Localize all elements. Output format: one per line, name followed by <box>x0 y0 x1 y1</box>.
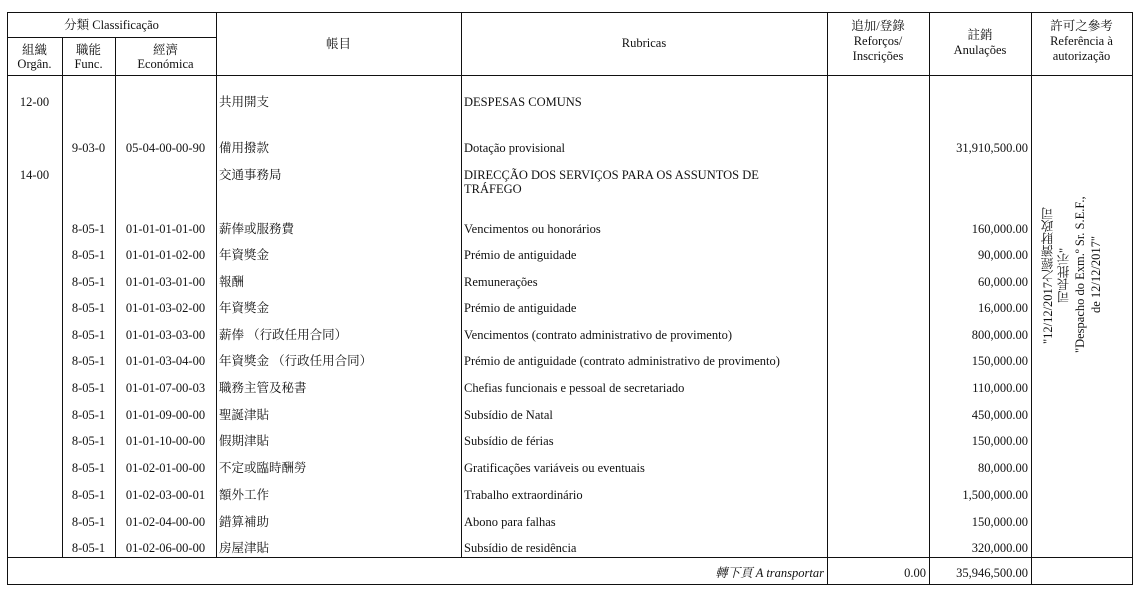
cell-anulacoes: 800,000.00 <box>971 328 1028 342</box>
cell-anulacoes: 1,500,000.00 <box>962 488 1028 502</box>
table-right-border <box>1132 12 1133 585</box>
header-classificacao: 分類 Classificação <box>64 18 159 32</box>
cell-economica: 01-02-06-00-00 <box>125 541 206 555</box>
table-bottom-border <box>7 584 1133 585</box>
header-anulacoes: 註銷 Anulações <box>953 28 1007 57</box>
authorization-note-line2: 司長批示" <box>1057 247 1071 303</box>
cell-rubrica-pt: Dotação provisional <box>464 141 566 155</box>
cell-rubrica-pt: Vencimentos (contrato administrativo de provimento) <box>464 328 732 342</box>
cell-rubrica-zh: 假期津貼 <box>219 434 270 448</box>
footer-anulacoes-total: 35,946,500.00 <box>956 566 1028 580</box>
cell-economica: 01-01-03-01-00 <box>125 275 206 289</box>
col-line-zh <box>461 12 462 557</box>
col-line-anul <box>1031 12 1032 585</box>
cell-funcional: 8-05-1 <box>71 301 106 315</box>
cell-anulacoes: 320,000.00 <box>971 541 1028 555</box>
col-line-func <box>115 37 116 557</box>
cell-funcional: 8-05-1 <box>71 354 106 368</box>
header-organica: 組織 Orgân. <box>17 43 52 71</box>
cell-funcional: 8-05-1 <box>71 275 106 289</box>
cell-rubrica-zh: 不定或臨時酬勞 <box>219 461 307 475</box>
header-bottom-line <box>7 75 1133 76</box>
cell-anulacoes: 150,000.00 <box>971 515 1028 529</box>
cell-anulacoes: 31,910,500.00 <box>956 141 1028 155</box>
cell-anulacoes: 80,000.00 <box>978 461 1028 475</box>
cell-funcional: 8-05-1 <box>71 328 106 342</box>
cell-rubrica-pt: Trabalho extraordinário <box>464 488 583 502</box>
cell-anulacoes: 150,000.00 <box>971 434 1028 448</box>
cell-rubrica-zh: 年資獎金 <box>219 301 270 315</box>
cell-rubrica-zh: 額外工作 <box>219 488 270 502</box>
cell-rubrica-pt: Subsídio de Natal <box>464 408 553 422</box>
cell-rubrica-zh: 年資獎金 <box>219 248 270 262</box>
cell-funcional: 8-05-1 <box>71 488 106 502</box>
table-top-border <box>7 12 1133 13</box>
cell-funcional: 8-05-1 <box>71 515 106 529</box>
cell-funcional: 8-05-1 <box>71 381 106 395</box>
col-line-org <box>62 37 63 557</box>
cell-funcional: 8-05-1 <box>71 408 106 422</box>
cell-economica: 01-01-09-00-00 <box>125 408 206 422</box>
authorization-note-line4: de 12/12/2017" <box>1089 236 1103 314</box>
cell-rubrica-pt: Chefias funcionais e pessoal de secretariado <box>464 381 685 395</box>
cell-economica: 01-01-03-04-00 <box>125 354 206 368</box>
cell-rubrica-zh: 房屋津貼 <box>219 541 270 555</box>
cell-anulacoes: 110,000.00 <box>972 381 1028 395</box>
cell-economica: 01-02-03-00-01 <box>125 488 206 502</box>
col-line-eco <box>216 12 217 557</box>
cell-organica: 12-00 <box>19 95 50 109</box>
cell-rubrica-pt: Remunerações <box>464 275 538 289</box>
cell-rubrica-zh: 交通事務局 <box>219 168 282 182</box>
cell-anulacoes: 16,000.00 <box>978 301 1028 315</box>
authorization-note-line3: "Despacho do Exm.º Sr. S.E.F., <box>1073 196 1087 354</box>
cell-funcional: 8-05-1 <box>71 541 106 555</box>
cell-rubrica-pt: Vencimentos ou honorários <box>464 222 601 236</box>
cell-funcional: 8-05-1 <box>71 222 106 236</box>
cell-economica: 01-02-01-00-00 <box>125 461 206 475</box>
cell-rubrica-pt: Subsídio de férias <box>464 434 554 448</box>
cell-economica: 01-01-07-00-03 <box>125 381 206 395</box>
cell-funcional: 9-03-0 <box>71 141 106 155</box>
cell-economica: 05-04-00-00-90 <box>125 141 206 155</box>
cell-rubrica-zh: 備用撥款 <box>219 141 270 155</box>
cell-rubrica-pt: Subsídio de residência <box>464 541 577 555</box>
authorization-note-line1: "12/12/2017之經濟財政司 <box>1041 206 1055 344</box>
cell-funcional: 8-05-1 <box>71 461 106 475</box>
cell-rubrica-pt: DIRECÇÃO DOS SERVIÇOS PARA OS ASSUNTOS DE TRÁFEGO <box>464 168 759 196</box>
cell-organica: 14-00 <box>19 168 50 182</box>
cell-anulacoes: 90,000.00 <box>978 248 1028 262</box>
cell-economica: 01-02-04-00-00 <box>125 515 206 529</box>
cell-economica: 01-01-10-00-00 <box>125 434 206 448</box>
cell-economica: 01-01-01-01-00 <box>125 222 206 236</box>
cell-economica: 01-01-03-02-00 <box>125 301 206 315</box>
cell-funcional: 8-05-1 <box>71 248 106 262</box>
header-rubricas: Rubricas <box>621 36 667 50</box>
cell-economica: 01-01-03-03-00 <box>125 328 206 342</box>
cell-rubrica-pt: Prémio de antiguidade <box>464 248 577 262</box>
header-rubrica-zh: 帳目 <box>325 37 351 51</box>
header-funcional: 職能 Func. <box>74 43 103 71</box>
cell-anulacoes: 450,000.00 <box>971 408 1028 422</box>
cell-anulacoes: 60,000.00 <box>978 275 1028 289</box>
cell-rubrica-zh: 薪俸或服務費 <box>219 222 295 236</box>
cell-rubrica-pt: DESPESAS COMUNS <box>464 95 582 109</box>
cell-rubrica-zh: 職務主管及秘書 <box>219 381 307 395</box>
footer-top-line <box>7 557 1133 558</box>
cell-rubrica-zh: 報酬 <box>219 275 245 289</box>
classification-sub-line <box>7 37 216 38</box>
cell-rubrica-zh: 共用開支 <box>219 95 270 109</box>
cell-rubrica-pt: Abono para falhas <box>464 515 556 529</box>
cell-anulacoes: 160,000.00 <box>971 222 1028 236</box>
cell-anulacoes: 150,000.00 <box>971 354 1028 368</box>
col-line-pt <box>827 12 828 585</box>
header-autorizacao: 許可之參考 Referência à autorização <box>1050 19 1113 63</box>
footer-transport-label: 轉下頁 A transportar <box>715 566 824 580</box>
cell-rubrica-zh: 聖誕津貼 <box>219 408 270 422</box>
cell-rubrica-pt: Gratificações variáveis ou eventuais <box>464 461 645 475</box>
authorization-note <box>1040 195 1104 355</box>
header-economica: 經濟 Económica <box>137 43 194 71</box>
cell-rubrica-zh: 錯算補助 <box>219 515 270 529</box>
cell-rubrica-pt: Prémio de antiguidade <box>464 301 577 315</box>
cell-economica: 01-01-01-02-00 <box>125 248 206 262</box>
cell-rubrica-zh: 年資獎金 （行政任用合同） <box>219 354 373 368</box>
footer-reforcos-total: 0.00 <box>904 566 926 580</box>
header-reforcos: 追加/登錄 Reforços/ Inscrições <box>851 19 905 63</box>
cell-rubrica-pt: Prémio de antiguidade (contrato administrativo de provimento) <box>464 354 780 368</box>
cell-rubrica-zh: 薪俸 （行政任用合同） <box>219 328 348 342</box>
cell-funcional: 8-05-1 <box>71 434 106 448</box>
